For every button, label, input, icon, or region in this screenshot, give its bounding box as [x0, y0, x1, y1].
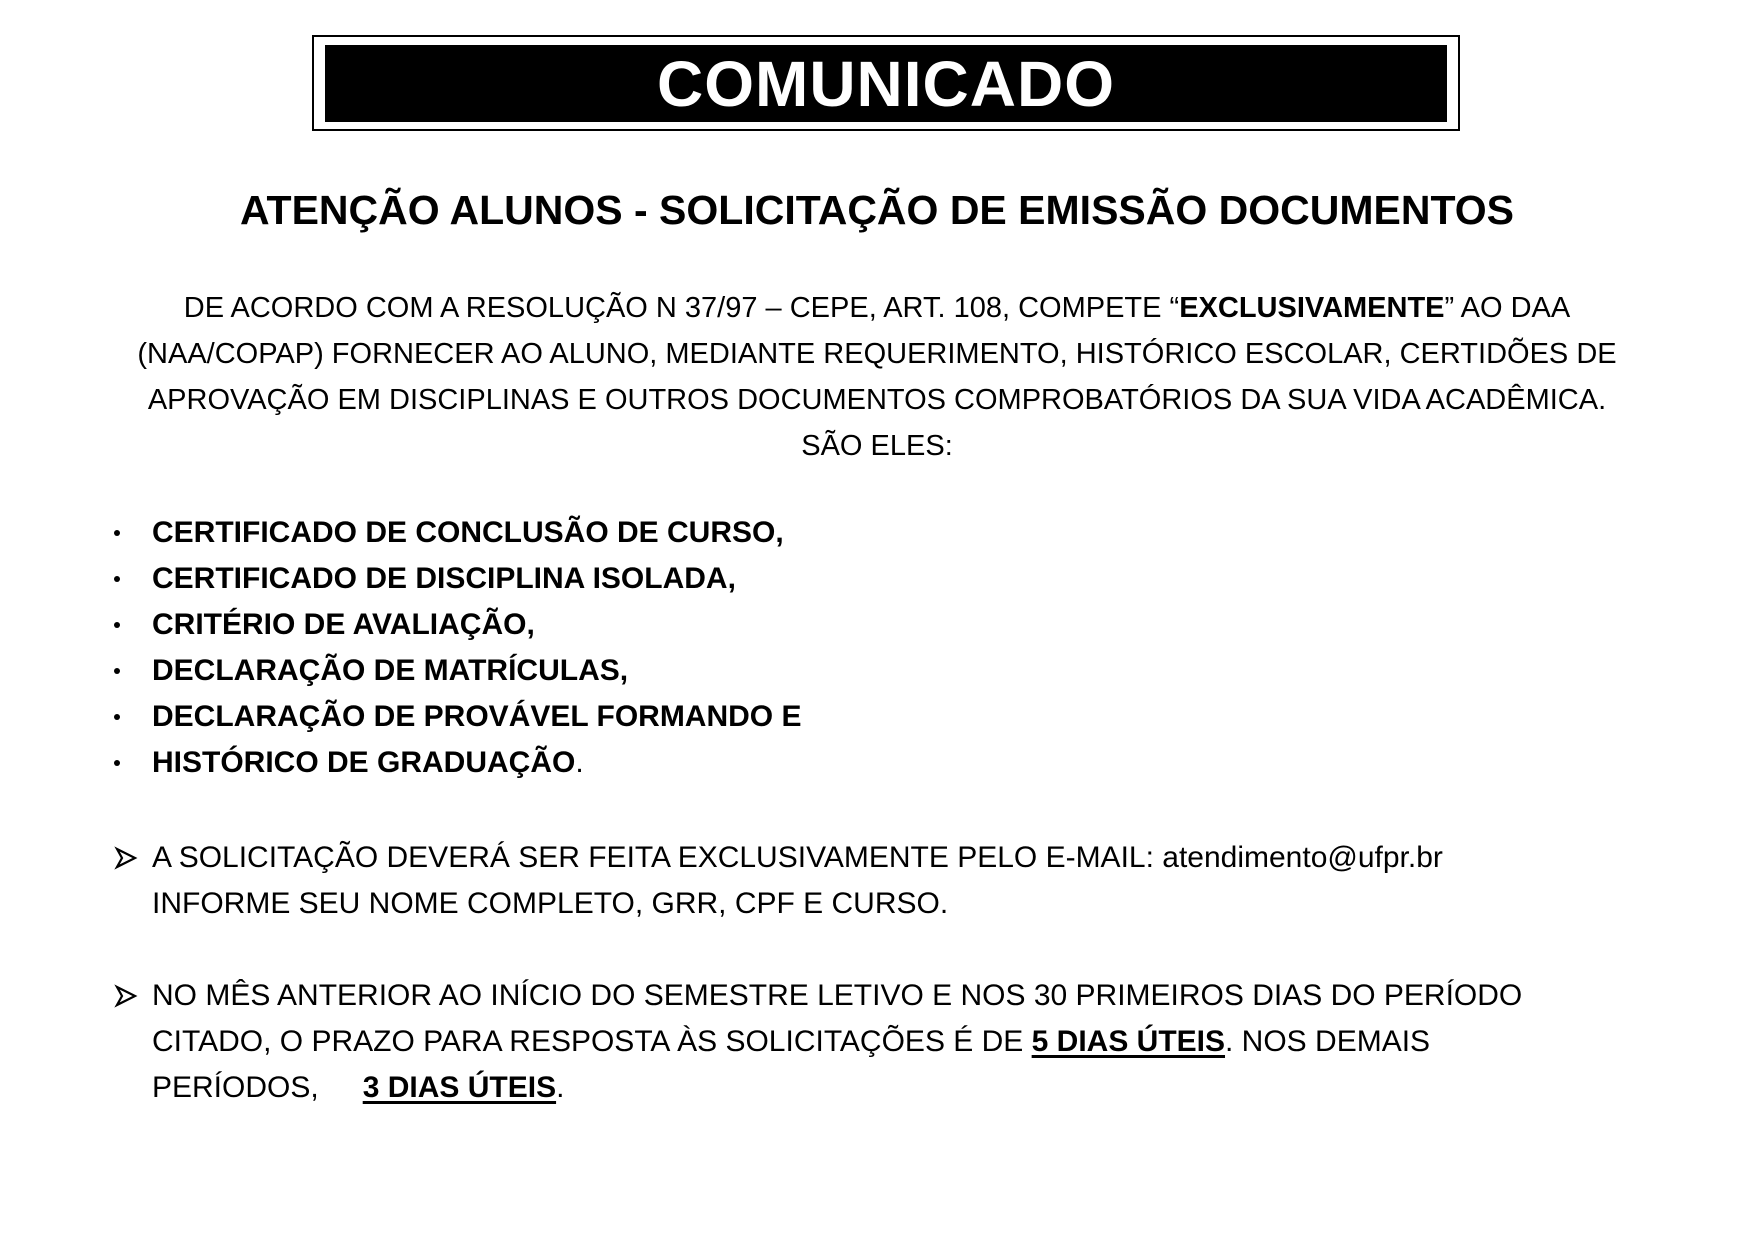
document-item-label: CRITÉRIO DE AVALIAÇÃO,: [152, 608, 535, 641]
arrowhead-icon: [114, 973, 140, 1019]
bullet-dot-icon: [114, 530, 120, 536]
intro-emphasis: EXCLUSIVAMENTE: [1179, 292, 1445, 324]
document-item-label: DECLARAÇÃO DE PROVÁVEL FORMANDO E: [152, 700, 802, 733]
request-note-line-2: INFORME SEU NOME COMPLETO, GRR, CPF E CURSO.: [152, 887, 949, 920]
document-item-label: DECLARAÇÃO DE MATRÍCULAS,: [152, 654, 629, 687]
deadline-note-line-2: [152, 1019, 1522, 1065]
document-item: [110, 694, 801, 740]
deadline-note-line-3: [152, 1065, 1522, 1111]
deadline-note-line-3-end: .: [556, 1071, 565, 1104]
document-item-label: CERTIFICADO DE DISCIPLINA ISOLADA,: [152, 562, 736, 595]
deadline-note-line-2-end: . NOS DEMAIS: [1225, 1025, 1431, 1058]
request-note: [110, 835, 1443, 927]
document-item: [110, 510, 801, 556]
bullet-dot-icon: [114, 714, 120, 720]
deadline-note: [110, 973, 1522, 1111]
intro-paragraph: [60, 285, 1694, 469]
document-item-label: HISTÓRICO DE GRADUAÇÃO: [152, 746, 576, 779]
bullet-dot-icon: [114, 760, 120, 766]
document-item-label: CERTIFICADO DE CONCLUSÃO DE CURSO,: [152, 516, 784, 549]
document-item: [110, 602, 801, 648]
arrowhead-icon: [114, 835, 140, 881]
document-item: [110, 556, 801, 602]
page-headline: ATENÇÃO ALUNOS - SOLICITAÇÃO DE EMISSÃO DOCUMENTOS: [239, 187, 1515, 233]
intro-line-3: APROVAÇÃO EM DISCIPLINAS E OUTROS DOCUMENTOS COMPROBATÓRIOS DA SUA VIDA ACADÊMICA.: [147, 384, 1607, 416]
document-item: [110, 740, 801, 786]
deadline-note-line-2-start: CITADO, O PRAZO PARA RESPOSTA ÀS SOLICITAÇÕES É DE: [152, 1025, 1032, 1058]
bullet-dot-icon: [114, 668, 120, 674]
deadline-note-line-1: NO MÊS ANTERIOR AO INÍCIO DO SEMESTRE LETIVO E NOS 30 PRIMEIROS DIAS DO PERÍODO: [152, 979, 1523, 1012]
deadline-three-days: 3 DIAS ÚTEIS: [362, 1071, 557, 1104]
deadline-five-days: 5 DIAS ÚTEIS: [1031, 1025, 1226, 1058]
banner-frame: [312, 35, 1460, 131]
intro-line-2: (NAA/COPAP) FORNECER AO ALUNO, MEDIANTE REQUERIMENTO, HISTÓRICO ESCOLAR, CERTIDÕES DE: [137, 338, 1617, 370]
banner-title: COMUNICADO: [325, 45, 1447, 122]
document-list: [110, 510, 801, 786]
intro-line-1: [60, 285, 1694, 331]
bullet-dot-icon: [114, 622, 120, 628]
request-note-line-1: A SOLICITAÇÃO DEVERÁ SER FEITA EXCLUSIVAMENTE PELO E-MAIL: atendimento@ufpr.br: [152, 841, 1443, 874]
document-item: [110, 648, 801, 694]
bullet-dot-icon: [114, 576, 120, 582]
intro-line-1-end: ” AO DAA: [1444, 292, 1571, 324]
deadline-note-line-3-start: PERÍODOS,: [152, 1071, 319, 1104]
document-list-end-mark: .: [575, 746, 584, 779]
intro-line-1-start: DE ACORDO COM A RESOLUÇÃO N 37/97 – CEPE, ART. 108, COMPETE “: [183, 292, 1180, 324]
intro-line-4: SÃO ELES:: [801, 430, 953, 462]
